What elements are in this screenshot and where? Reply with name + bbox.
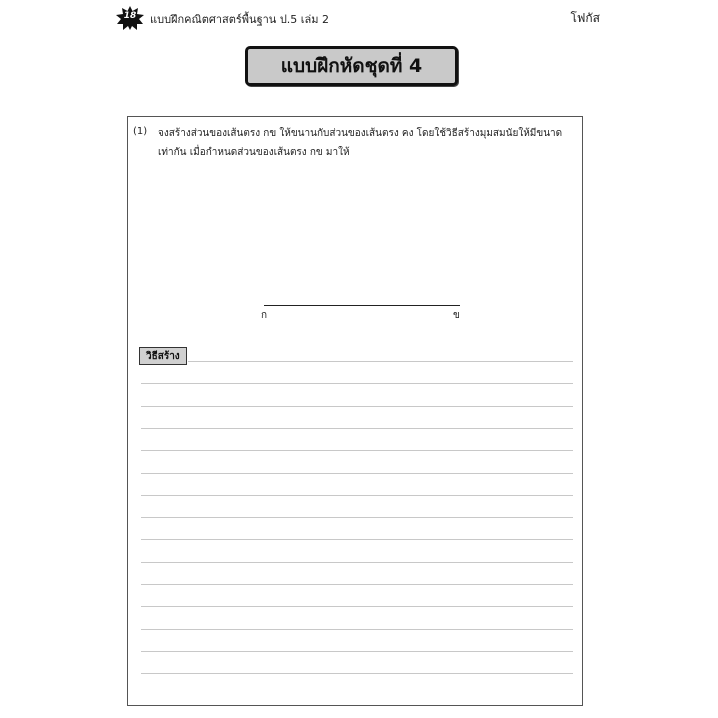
question-number: (1): [133, 126, 148, 137]
writing-line: [141, 606, 573, 607]
writing-line: [141, 495, 573, 496]
writing-line: [141, 428, 573, 429]
question-text-line-2: เท่ากัน เมื่อกำหนดส่วนของเส้นตรง กข มาให้: [158, 147, 350, 158]
series-title: แบบฝึกคณิตศาสตร์พื้นฐาน ป.5 เล่ม 2: [150, 13, 330, 26]
writing-line: [141, 383, 573, 384]
writing-line: [141, 539, 573, 540]
writing-line: [141, 562, 573, 563]
writing-line: [141, 673, 573, 674]
writing-line: [141, 406, 573, 407]
writing-line: [141, 651, 573, 652]
line-segment: [264, 305, 460, 306]
question-text-line-1: จงสร้างส่วนของเส้นตรง กข ให้ขนานกับส่วนของเส้นตรง คง โดยใช้วิธีสร้างมุมสมนัยให้มีขนาด: [158, 128, 563, 139]
writing-line: [141, 517, 573, 518]
exercise-frame: [127, 116, 583, 706]
writing-line: [141, 473, 573, 474]
writing-line: [141, 450, 573, 451]
brand-name: โฟกัส: [570, 11, 600, 25]
writing-line: [141, 629, 573, 630]
page-number: 18: [123, 11, 137, 21]
method-label: วิธีสร้าง: [139, 347, 187, 365]
writing-line: [141, 584, 573, 585]
point-label-b: ข: [453, 310, 460, 321]
exercise-title: แบบฝึกหัดชุดที่ 4: [245, 46, 458, 86]
point-label-a: ก: [261, 310, 268, 321]
page-number-badge: [116, 6, 144, 30]
writing-line: [188, 361, 573, 362]
